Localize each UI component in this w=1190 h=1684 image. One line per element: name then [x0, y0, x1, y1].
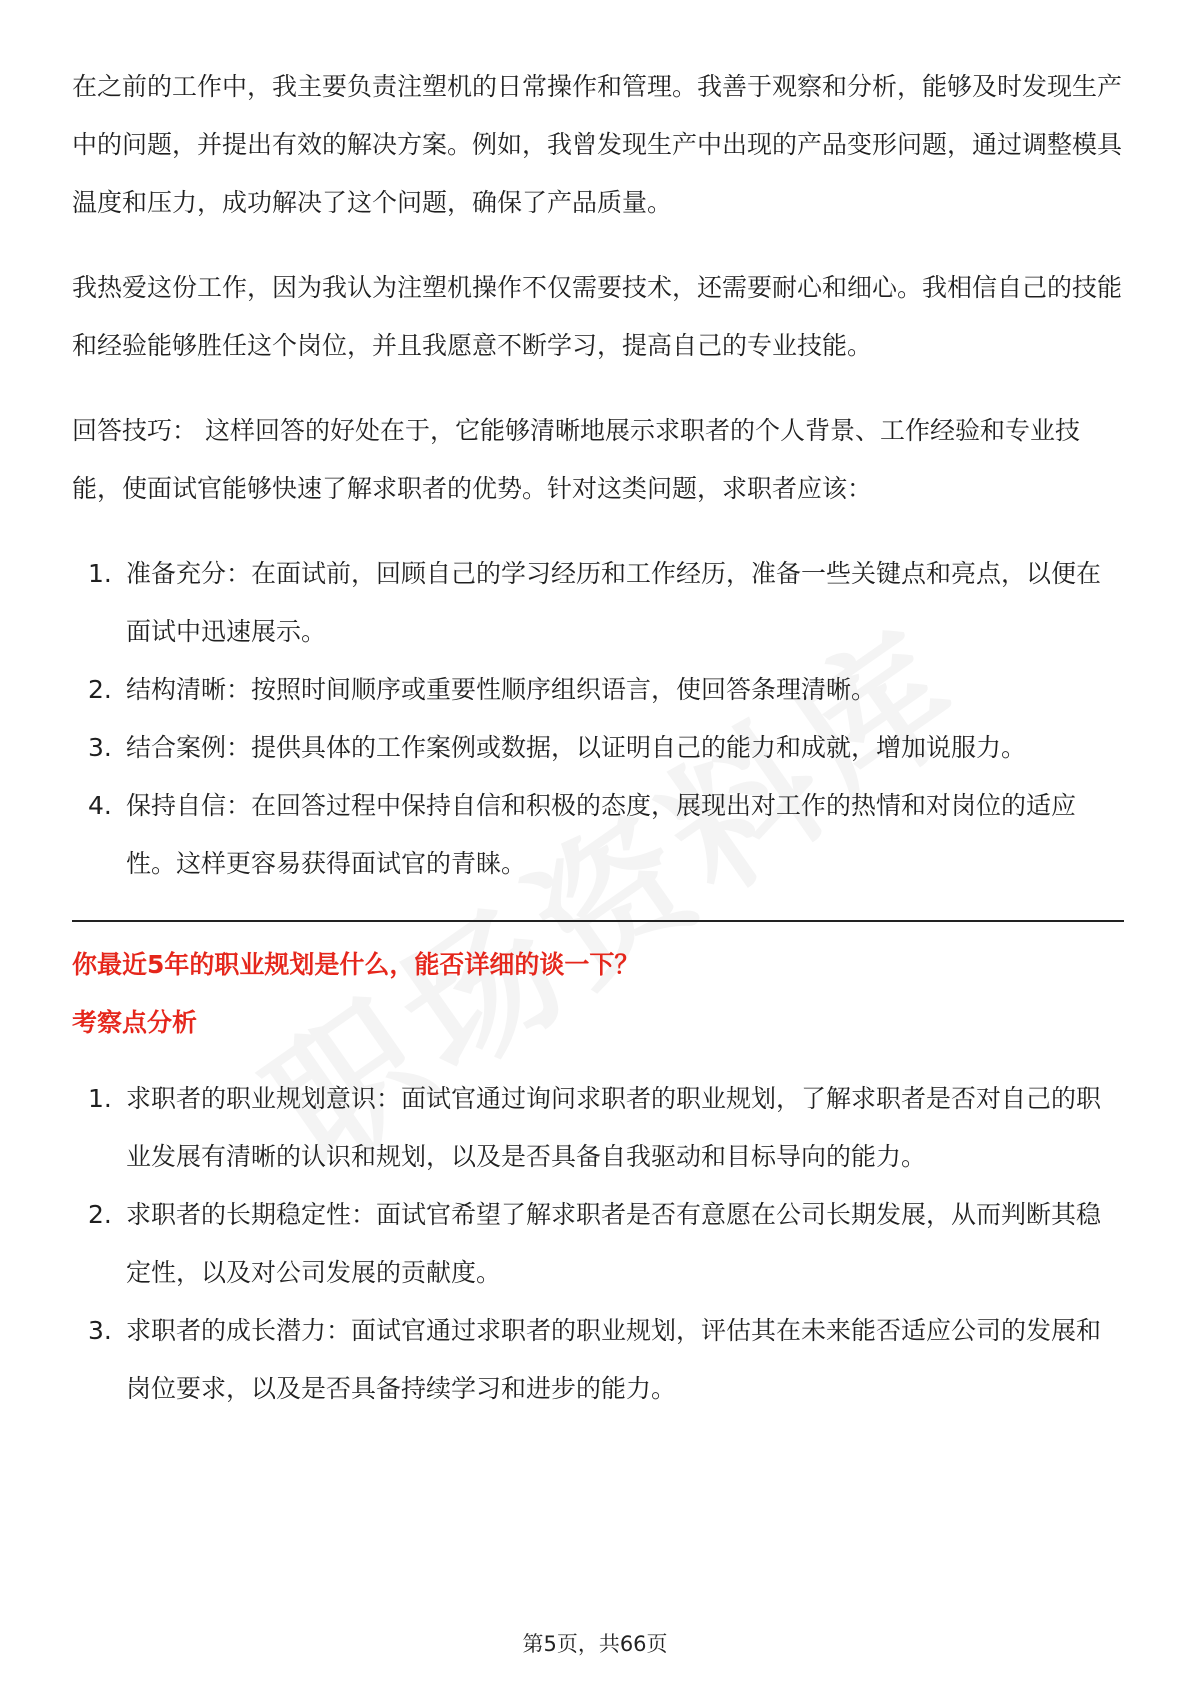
list-item [72, 777, 1124, 893]
question-title: 你最近5年的职业规划是什么，能否详细的谈一下？ [72, 950, 640, 979]
list-number: 4. [88, 791, 112, 820]
list-number: 2. [88, 1200, 112, 1229]
list-item [72, 1070, 1124, 1186]
analysis-list [72, 1070, 1124, 1418]
list-item [72, 1186, 1124, 1302]
section-title: 考察点分析 [72, 1008, 198, 1037]
list-number: 2. [88, 675, 112, 704]
paragraph-answer-tips: 回答技巧： 这样回答的好处在于，它能够清晰地展示求职者的个人背景、工作经验和专业技能，使面试官能够快速了解求职者的优势。针对这类问题，求职者应该： [72, 416, 1080, 503]
page-footer: 第5页，共66页 [522, 1632, 668, 1656]
document-body [72, 58, 1124, 1445]
paragraph-work-experience: 在之前的工作中，我主要负责注塑机的日常操作和管理。我善于观察和分析，能够及时发现生产中的问题，并提出有效的解决方案。例如，我曾发现生产中出现的产品变形问题，通过调整模具温度和压力，成功解决了这个问题，确保了产品质量。 [72, 72, 1123, 217]
list-number: 3. [88, 1316, 112, 1345]
list-item-text: 求职者的成长潜力：面试官通过求职者的职业规划，评估其在未来能否适应公司的发展和岗位要求，以及是否具备持续学习和进步的能力。 [126, 1316, 1102, 1403]
list-item-text: 求职者的长期稳定性：面试官希望了解求职者是否有意愿在公司长期发展，从而判断其稳定性，以及对公司发展的贡献度。 [126, 1200, 1102, 1287]
list-item-text: 结合案例：提供具体的工作案例或数据，以证明自己的能力和成就，增加说服力。 [126, 733, 1027, 762]
list-item-text: 结构清晰：按照时间顺序或重要性顺序组织语言，使回答条理清晰。 [126, 675, 877, 704]
list-item-text: 保持自信：在回答过程中保持自信和积极的态度，展现出对工作的热情和对岗位的适应性。这样更容易获得面试官的青睐。 [126, 791, 1077, 878]
list-number: 3. [88, 733, 112, 762]
list-item [72, 719, 1124, 777]
list-item-text: 准备充分：在面试前，回顾自己的学习经历和工作经历，准备一些关键点和亮点，以便在面试中迅速展示。 [126, 559, 1102, 646]
list-number: 1. [88, 559, 112, 588]
paragraph-motivation: 我热爱这份工作，因为我认为注塑机操作不仅需要技术，还需要耐心和细心。我相信自己的技能和经验能够胜任这个岗位，并且我愿意不断学习，提高自己的专业技能。 [72, 273, 1123, 360]
section-divider [72, 920, 1124, 922]
list-number: 1. [88, 1084, 112, 1113]
list-item [72, 545, 1124, 661]
tips-list [72, 545, 1124, 893]
list-item-text: 求职者的职业规划意识：面试官通过询问求职者的职业规划，了解求职者是否对自己的职业发展有清晰的认识和规划，以及是否具备自我驱动和目标导向的能力。 [126, 1084, 1102, 1171]
list-item [72, 661, 1124, 719]
list-item [72, 1302, 1124, 1418]
